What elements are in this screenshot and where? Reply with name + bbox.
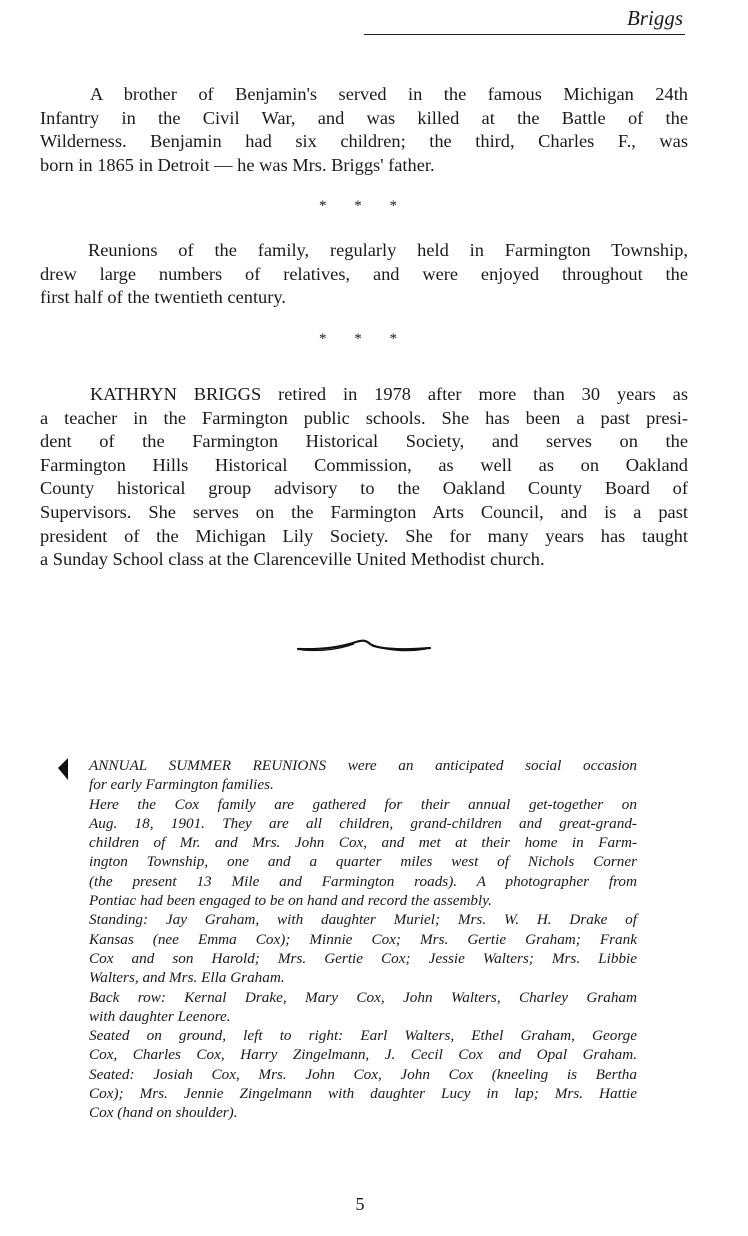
- paragraph-line: first half of the twentieth century.: [40, 287, 286, 308]
- paragraph-line: KATHRYN BRIGGS retired in 1978 after more than 30 years as: [90, 384, 688, 404]
- section-separator: * * *: [319, 331, 409, 347]
- caption-line: Aug. 18, 1901. They are all children, grand-children and great-grand-: [89, 814, 637, 832]
- caption-line: ington Township, one and a quarter miles west of Nichols Corner: [89, 853, 637, 871]
- caption-line: Seated: Josiah Cox, Mrs. John Cox, John Cox (kneeling is Bertha: [89, 1065, 637, 1083]
- caption-line: Kansas (nee Emma Cox); Minnie Cox; Mrs. Gertie Graham; Frank: [89, 930, 637, 948]
- caption-line: ANNUAL SUMMER REUNIONS were an anticipated social occasion: [89, 757, 637, 774]
- caption-line: Walters, and Mrs. Ella Graham.: [89, 969, 285, 987]
- paragraph-line: a Sunday School class at the Clarenceville United Methodist church.: [40, 549, 545, 570]
- caption-line: Standing: Jay Graham, with daughter Muriel; Mrs. W. H. Drake of: [89, 911, 637, 929]
- paragraph-line: Farmington Hills Historical Commission, as well as on Oakland: [40, 454, 688, 475]
- caption-line: for early Farmington families.: [89, 776, 274, 794]
- page-number: 5: [355, 1194, 365, 1214]
- caption-line: Cox (hand on shoulder).: [89, 1104, 238, 1122]
- caption-line: Seated on ground, left to right: Earl Walters, Ethel Graham, George: [89, 1027, 637, 1045]
- caption-line: Cox, Charles Cox, Harry Zingelmann, J. Cecil Cox and Opal Graham.: [89, 1046, 637, 1064]
- paragraph-reunions: [40, 239, 688, 310]
- paragraph-line: drew large numbers of relatives, and were enjoyed throughout the: [40, 263, 688, 284]
- paragraph-line: Infantry in the Civil War, and was killed at the Battle of the: [40, 107, 688, 128]
- running-head-title: Briggs: [626, 6, 683, 30]
- photo-caption: [89, 756, 637, 1123]
- caption-line: Cox and son Harold; Mrs. Gertie Cox; Jessie Walters; Mrs. Libbie: [89, 949, 637, 967]
- running-head: [364, 4, 685, 35]
- caption-line: children of Mr. and Mrs. John Cox, and met at their home in Farm-: [89, 834, 637, 852]
- paragraph-line: president of the Michigan Lily Society. She for many years has taught: [40, 525, 688, 546]
- paragraph-line: Reunions of the family, regularly held in Farmington Township,: [88, 240, 688, 260]
- caption-line: Back row: Kernal Drake, Mary Cox, John Walters, Charley Graham: [89, 988, 637, 1006]
- caption-line: with daughter Leenore.: [89, 1007, 231, 1025]
- paragraph-line: A brother of Benjamin's served in the famous Michigan 24th: [90, 84, 688, 104]
- section-separator: * * *: [319, 198, 409, 214]
- paragraph-kathryn-briggs: [40, 383, 688, 572]
- paragraph-line: dent of the Farmington Historical Society, and serves on the: [40, 431, 688, 452]
- paragraph-line: County historical group advisory to the Oakland County Board of: [40, 478, 688, 499]
- paragraph-line: Wilderness. Benjamin had six children; the third, Charles F., was: [40, 131, 688, 152]
- caption-line: Cox); Mrs. Jennie Zingelmann with daughter Lucy in lap; Mrs. Hattie: [89, 1085, 637, 1103]
- pointer-arrow-icon: [57, 758, 69, 780]
- paragraph-line: born in 1865 in Detroit — he was Mrs. Briggs' father.: [40, 154, 435, 175]
- caption-line: Pontiac had been engaged to be on hand and record the assembly.: [89, 892, 492, 910]
- ornamental-flourish-icon: [296, 636, 432, 660]
- caption-line: Here the Cox family are gathered for their annual get-together on: [89, 795, 637, 813]
- caption-line: (the present 13 Mile and Farmington roads). A photographer from: [89, 872, 637, 890]
- paragraph-line: a teacher in the Farmington public schools. She has been a past presi-: [40, 407, 688, 428]
- paragraph-brother: [40, 83, 688, 177]
- paragraph-line: Supervisors. She serves on the Farmington Arts Council, and is a past: [40, 501, 688, 522]
